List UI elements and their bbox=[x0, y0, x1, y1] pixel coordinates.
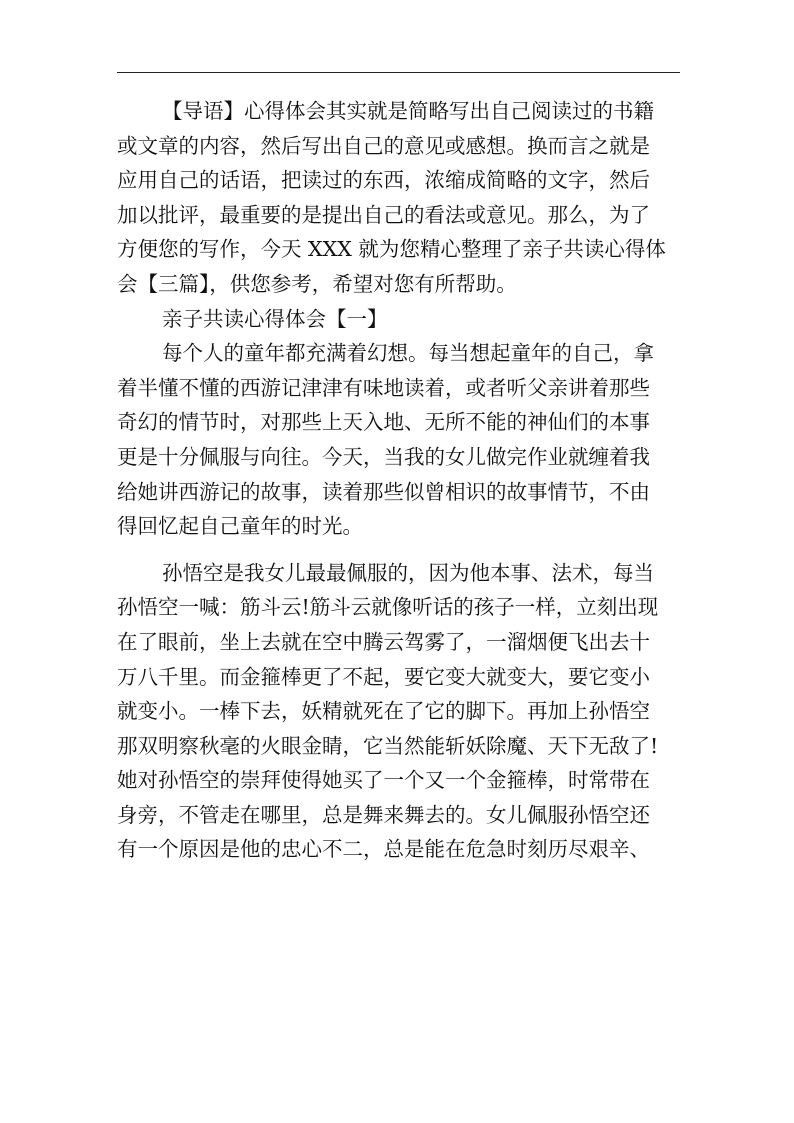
text-line: 着半懂不懂的西游记津津有味地读着，或者听父亲讲着那些 bbox=[117, 375, 650, 400]
text-line: 就变小。一棒下去，妖精就死在了它的脚下。再加上孙悟空 bbox=[117, 699, 650, 724]
section-title: 亲子共读心得体会【一】 bbox=[162, 306, 388, 331]
text-line: 给她讲西游记的故事，读着那些似曾相识的故事情节，不由 bbox=[117, 479, 650, 504]
text-line: 【导语】心得体会其实就是简略写出自己阅读过的书籍 bbox=[162, 99, 654, 123]
text-line: 每个人的童年都充满着幻想。每当想起童年的自己，拿 bbox=[162, 341, 654, 366]
text-line: 或文章的内容，然后写出自己的意见或感想。换而言之就是 bbox=[117, 133, 650, 158]
text-line: 她对孙悟空的崇拜使得她买了一个又一个金箍棒，时常带在 bbox=[117, 768, 650, 793]
text-line: 孙悟空一喊：筋斗云!筋斗云就像听话的孩子一样，立刻出现 bbox=[117, 595, 659, 620]
text-line: 得回忆起自己童年的时光。 bbox=[117, 514, 363, 539]
text-line: 方便您的写作，今天 XXX 就为您精心整理了亲子共读心得体 bbox=[117, 237, 666, 262]
intro-paragraph bbox=[117, 94, 680, 302]
text-line: 孙悟空是我女儿最最佩服的，因为他本事、法术，每当 bbox=[162, 560, 654, 585]
text-line: 万八千里。而金箍棒更了不起，要它变大就变大，要它变小 bbox=[117, 664, 650, 689]
text-line: 应用自己的话语，把读过的东西，浓缩成简略的文字，然后 bbox=[117, 168, 650, 193]
header-rule bbox=[117, 72, 680, 73]
paragraph-gap bbox=[117, 544, 680, 556]
text-line: 加以批评，最重要的是提出自己的看法或意见。那么，为了 bbox=[117, 202, 650, 227]
text-line: 有一个原因是他的忠心不二，总是能在危急时刻历尽艰辛、 bbox=[117, 837, 650, 862]
text-line: 会【三篇】，供您参考，希望对您有所帮助。 bbox=[117, 271, 517, 296]
document-body bbox=[117, 94, 680, 867]
text-line: 在了眼前，坐上去就在空中腾云驾雾了，一溜烟便飞出去十 bbox=[117, 629, 650, 654]
text-line: 更是十分佩服与向往。今天，当我的女儿做完作业就缠着我 bbox=[117, 444, 650, 469]
paragraph-2 bbox=[117, 556, 680, 867]
paragraph-1 bbox=[117, 336, 680, 544]
text-line: 身旁，不管走在哪里，总是舞来舞去的。女儿佩服孙悟空还 bbox=[117, 802, 650, 827]
text-line: 那双明察秋毫的火眼金睛，它当然能斩妖除魔、天下无敌了! bbox=[117, 733, 659, 758]
text-line: 奇幻的情节时，对那些上天入地、无所不能的神仙们的本事 bbox=[117, 410, 650, 435]
